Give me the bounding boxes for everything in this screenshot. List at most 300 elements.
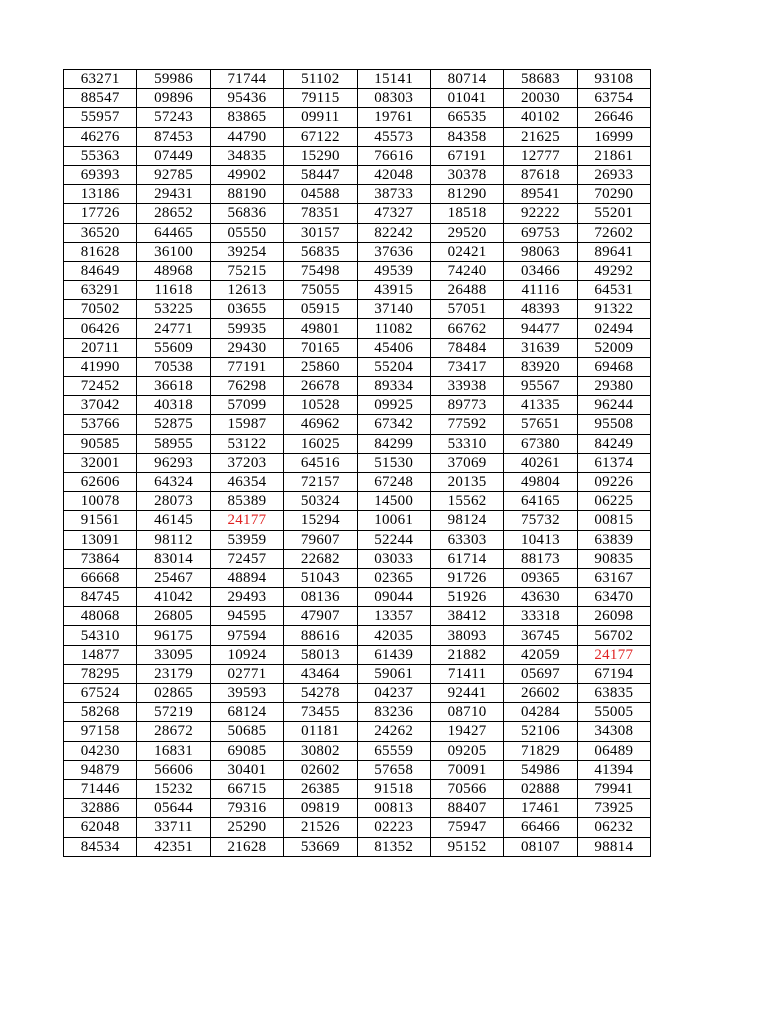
number-cell: 09044 <box>357 588 430 607</box>
table-row <box>64 300 651 319</box>
number-cell: 28073 <box>137 492 210 511</box>
number-cell: 17726 <box>64 204 137 223</box>
number-cell: 52009 <box>577 338 650 357</box>
number-cell: 94879 <box>64 760 137 779</box>
number-cell: 36520 <box>64 223 137 242</box>
number-cell: 30401 <box>210 760 283 779</box>
number-cell: 62048 <box>64 818 137 837</box>
number-cell: 49292 <box>577 261 650 280</box>
number-cell: 36618 <box>137 377 210 396</box>
number-cell: 84745 <box>64 588 137 607</box>
number-cell: 02223 <box>357 818 430 837</box>
number-cell: 69393 <box>64 165 137 184</box>
table-row <box>64 434 651 453</box>
number-cell: 23179 <box>137 664 210 683</box>
number-cell: 89541 <box>504 185 577 204</box>
number-cell: 91561 <box>64 511 137 530</box>
number-cell: 52875 <box>137 415 210 434</box>
number-cell: 49801 <box>284 319 357 338</box>
number-cell: 72157 <box>284 472 357 491</box>
number-cell: 24771 <box>137 319 210 338</box>
number-cell: 96175 <box>137 626 210 645</box>
table-row <box>64 664 651 683</box>
number-cell: 09365 <box>504 568 577 587</box>
number-cell: 37069 <box>430 453 503 472</box>
number-cell: 79607 <box>284 530 357 549</box>
number-cell: 53225 <box>137 300 210 319</box>
number-cell: 26098 <box>577 607 650 626</box>
number-cell: 65559 <box>357 741 430 760</box>
number-cell: 42351 <box>137 837 210 856</box>
table-row <box>64 837 651 856</box>
number-cell: 48393 <box>504 300 577 319</box>
table-row <box>64 338 651 357</box>
number-cell: 02365 <box>357 568 430 587</box>
number-cell: 51926 <box>430 588 503 607</box>
number-cell: 29430 <box>210 338 283 357</box>
number-cell: 52106 <box>504 722 577 741</box>
number-cell: 26805 <box>137 607 210 626</box>
number-cell: 04230 <box>64 741 137 760</box>
number-cell: 88190 <box>210 185 283 204</box>
number-cell: 55005 <box>577 703 650 722</box>
number-cell: 21625 <box>504 127 577 146</box>
number-cell: 85389 <box>210 492 283 511</box>
number-cell: 91726 <box>430 568 503 587</box>
number-cell: 76616 <box>357 146 430 165</box>
number-cell: 78484 <box>430 338 503 357</box>
number-cell: 50685 <box>210 722 283 741</box>
number-cell: 02494 <box>577 319 650 338</box>
number-cell: 31639 <box>504 338 577 357</box>
number-cell: 43915 <box>357 281 430 300</box>
table-row <box>64 741 651 760</box>
table-row <box>64 127 651 146</box>
number-cell: 61714 <box>430 549 503 568</box>
number-cell: 66668 <box>64 568 137 587</box>
number-cell: 47327 <box>357 204 430 223</box>
number-cell: 69753 <box>504 223 577 242</box>
table-row <box>64 261 651 280</box>
number-cell: 84249 <box>577 434 650 453</box>
number-cell: 19761 <box>357 108 430 127</box>
number-cell: 08136 <box>284 588 357 607</box>
number-cell: 73864 <box>64 549 137 568</box>
number-cell: 48894 <box>210 568 283 587</box>
number-cell: 20030 <box>504 89 577 108</box>
number-cell: 97158 <box>64 722 137 741</box>
table-row <box>64 146 651 165</box>
number-cell: 34308 <box>577 722 650 741</box>
number-cell: 75055 <box>284 281 357 300</box>
number-cell: 84649 <box>64 261 137 280</box>
number-cell: 54278 <box>284 684 357 703</box>
number-cell: 36745 <box>504 626 577 645</box>
number-cell: 79115 <box>284 89 357 108</box>
number-cell: 26678 <box>284 377 357 396</box>
number-cell: 57051 <box>430 300 503 319</box>
table-row <box>64 472 651 491</box>
number-cell: 74240 <box>430 261 503 280</box>
number-cell: 92441 <box>430 684 503 703</box>
number-cell: 28672 <box>137 722 210 741</box>
number-cell: 58268 <box>64 703 137 722</box>
number-cell: 70538 <box>137 357 210 376</box>
number-cell: 05644 <box>137 799 210 818</box>
number-cell: 16999 <box>577 127 650 146</box>
number-cell: 59935 <box>210 319 283 338</box>
number-cell: 75732 <box>504 511 577 530</box>
table-row <box>64 223 651 242</box>
number-cell: 15562 <box>430 492 503 511</box>
number-cell: 39593 <box>210 684 283 703</box>
number-cell: 05550 <box>210 223 283 242</box>
number-cell: 12777 <box>504 146 577 165</box>
number-cell: 33938 <box>430 377 503 396</box>
number-cell: 01181 <box>284 722 357 741</box>
number-cell: 17461 <box>504 799 577 818</box>
number-cell: 95152 <box>430 837 503 856</box>
table-row <box>64 396 651 415</box>
number-cell: 56836 <box>210 204 283 223</box>
number-cell: 78351 <box>284 204 357 223</box>
table-row <box>64 242 651 261</box>
number-cell: 21526 <box>284 818 357 837</box>
number-cell: 45573 <box>357 127 430 146</box>
number-cell: 94595 <box>210 607 283 626</box>
number-cell: 26933 <box>577 165 650 184</box>
table-row <box>64 530 651 549</box>
number-cell: 92785 <box>137 165 210 184</box>
number-cell: 41990 <box>64 357 137 376</box>
number-cell: 58447 <box>284 165 357 184</box>
number-cell: 64165 <box>504 492 577 511</box>
table-row <box>64 281 651 300</box>
number-cell: 55609 <box>137 338 210 357</box>
number-cell: 25860 <box>284 357 357 376</box>
table-row <box>64 568 651 587</box>
table-row <box>64 684 651 703</box>
number-cell: 81290 <box>430 185 503 204</box>
number-cell: 02865 <box>137 684 210 703</box>
number-cell: 08710 <box>430 703 503 722</box>
number-cell: 58013 <box>284 645 357 664</box>
number-cell: 20711 <box>64 338 137 357</box>
number-cell: 06225 <box>577 492 650 511</box>
number-cell: 33711 <box>137 818 210 837</box>
number-cell: 55957 <box>64 108 137 127</box>
table-row <box>64 453 651 472</box>
number-cell: 40318 <box>137 396 210 415</box>
number-cell: 02888 <box>504 779 577 798</box>
number-cell: 29520 <box>430 223 503 242</box>
number-cell: 00813 <box>357 799 430 818</box>
number-cell: 88616 <box>284 626 357 645</box>
table-row <box>64 779 651 798</box>
number-cell: 30802 <box>284 741 357 760</box>
number-cell: 29493 <box>210 588 283 607</box>
number-cell: 13091 <box>64 530 137 549</box>
number-cell: 46145 <box>137 511 210 530</box>
number-cell: 70502 <box>64 300 137 319</box>
number-cell: 11082 <box>357 319 430 338</box>
number-cell: 57651 <box>504 415 577 434</box>
table-row <box>64 588 651 607</box>
number-cell: 98063 <box>504 242 577 261</box>
number-cell: 53959 <box>210 530 283 549</box>
table-row <box>64 204 651 223</box>
number-cell: 59061 <box>357 664 430 683</box>
table-row <box>64 511 651 530</box>
table-row <box>64 357 651 376</box>
number-cell: 41116 <box>504 281 577 300</box>
number-cell: 21861 <box>577 146 650 165</box>
number-cell: 63303 <box>430 530 503 549</box>
number-cell: 55201 <box>577 204 650 223</box>
number-cell: 66466 <box>504 818 577 837</box>
random-number-table-body <box>64 70 651 857</box>
number-cell: 55363 <box>64 146 137 165</box>
number-cell: 37042 <box>64 396 137 415</box>
number-cell: 54986 <box>504 760 577 779</box>
number-cell: 52244 <box>357 530 430 549</box>
number-cell: 38733 <box>357 185 430 204</box>
number-cell: 40102 <box>504 108 577 127</box>
number-cell: 77592 <box>430 415 503 434</box>
number-cell: 64531 <box>577 281 650 300</box>
number-cell: 40261 <box>504 453 577 472</box>
table-row <box>64 760 651 779</box>
number-cell: 06489 <box>577 741 650 760</box>
number-cell: 58955 <box>137 434 210 453</box>
number-cell: 90585 <box>64 434 137 453</box>
number-cell: 16025 <box>284 434 357 453</box>
number-cell: 07449 <box>137 146 210 165</box>
number-cell: 73417 <box>430 357 503 376</box>
number-cell: 22682 <box>284 549 357 568</box>
number-cell: 98124 <box>430 511 503 530</box>
number-cell: 92222 <box>504 204 577 223</box>
number-cell: 83014 <box>137 549 210 568</box>
number-cell: 63470 <box>577 588 650 607</box>
number-cell: 10413 <box>504 530 577 549</box>
number-cell: 36100 <box>137 242 210 261</box>
number-cell: 42048 <box>357 165 430 184</box>
number-cell: 06426 <box>64 319 137 338</box>
number-cell: 59986 <box>137 70 210 89</box>
number-cell: 90835 <box>577 549 650 568</box>
number-cell: 62606 <box>64 472 137 491</box>
number-cell: 26602 <box>504 684 577 703</box>
number-cell: 03466 <box>504 261 577 280</box>
number-cell: 19427 <box>430 722 503 741</box>
table-row <box>64 549 651 568</box>
number-cell: 95436 <box>210 89 283 108</box>
number-cell: 64465 <box>137 223 210 242</box>
number-cell: 95508 <box>577 415 650 434</box>
number-cell: 84299 <box>357 434 430 453</box>
number-cell: 73455 <box>284 703 357 722</box>
number-cell: 09819 <box>284 799 357 818</box>
table-row <box>64 415 651 434</box>
number-cell: 71411 <box>430 664 503 683</box>
number-cell: 34835 <box>210 146 283 165</box>
number-cell: 09205 <box>430 741 503 760</box>
number-cell: 95567 <box>504 377 577 396</box>
number-cell: 51043 <box>284 568 357 587</box>
number-cell: 98814 <box>577 837 650 856</box>
number-cell: 53310 <box>430 434 503 453</box>
table-row <box>64 818 651 837</box>
number-cell: 09226 <box>577 472 650 491</box>
number-cell: 06232 <box>577 818 650 837</box>
number-cell: 30378 <box>430 165 503 184</box>
number-cell: 57219 <box>137 703 210 722</box>
table-row <box>64 645 651 664</box>
number-cell: 44790 <box>210 127 283 146</box>
number-cell: 57243 <box>137 108 210 127</box>
number-cell: 16831 <box>137 741 210 760</box>
number-cell: 70165 <box>284 338 357 357</box>
number-cell: 83236 <box>357 703 430 722</box>
number-cell: 84534 <box>64 837 137 856</box>
number-cell: 13357 <box>357 607 430 626</box>
number-cell: 88407 <box>430 799 503 818</box>
number-cell: 94477 <box>504 319 577 338</box>
number-cell: 29380 <box>577 377 650 396</box>
number-cell: 46276 <box>64 127 137 146</box>
number-cell: 30157 <box>284 223 357 242</box>
number-cell: 45406 <box>357 338 430 357</box>
number-cell: 03655 <box>210 300 283 319</box>
number-cell: 64516 <box>284 453 357 472</box>
number-cell: 53766 <box>64 415 137 434</box>
highlighted-number-cell: 24177 <box>577 645 650 664</box>
number-cell: 10924 <box>210 645 283 664</box>
number-cell: 41394 <box>577 760 650 779</box>
number-cell: 20135 <box>430 472 503 491</box>
number-cell: 02771 <box>210 664 283 683</box>
number-cell: 32001 <box>64 453 137 472</box>
number-cell: 67380 <box>504 434 577 453</box>
number-cell: 81628 <box>64 242 137 261</box>
number-cell: 91518 <box>357 779 430 798</box>
number-cell: 71744 <box>210 70 283 89</box>
number-cell: 04588 <box>284 185 357 204</box>
number-cell: 46354 <box>210 472 283 491</box>
number-cell: 46962 <box>284 415 357 434</box>
number-cell: 66535 <box>430 108 503 127</box>
number-cell: 53122 <box>210 434 283 453</box>
number-cell: 78295 <box>64 664 137 683</box>
number-cell: 61439 <box>357 645 430 664</box>
number-cell: 49539 <box>357 261 430 280</box>
number-cell: 75947 <box>430 818 503 837</box>
number-cell: 25290 <box>210 818 283 837</box>
number-cell: 41042 <box>137 588 210 607</box>
number-cell: 03033 <box>357 549 430 568</box>
number-cell: 61374 <box>577 453 650 472</box>
number-cell: 33095 <box>137 645 210 664</box>
number-cell: 83920 <box>504 357 577 376</box>
number-cell: 97594 <box>210 626 283 645</box>
number-cell: 26385 <box>284 779 357 798</box>
number-cell: 25467 <box>137 568 210 587</box>
number-cell: 13186 <box>64 185 137 204</box>
number-cell: 69468 <box>577 357 650 376</box>
number-cell: 66762 <box>430 319 503 338</box>
number-cell: 64324 <box>137 472 210 491</box>
number-cell: 10061 <box>357 511 430 530</box>
number-cell: 32886 <box>64 799 137 818</box>
number-cell: 39254 <box>210 242 283 261</box>
number-cell: 56702 <box>577 626 650 645</box>
number-cell: 18518 <box>430 204 503 223</box>
number-cell: 57658 <box>357 760 430 779</box>
number-cell: 26488 <box>430 281 503 300</box>
number-cell: 12613 <box>210 281 283 300</box>
table-row <box>64 799 651 818</box>
number-cell: 37140 <box>357 300 430 319</box>
number-cell: 55204 <box>357 357 430 376</box>
number-cell: 56606 <box>137 760 210 779</box>
number-cell: 49902 <box>210 165 283 184</box>
number-cell: 01041 <box>430 89 503 108</box>
table-row <box>64 185 651 204</box>
number-cell: 00815 <box>577 511 650 530</box>
number-cell: 75498 <box>284 261 357 280</box>
number-cell: 08107 <box>504 837 577 856</box>
number-cell: 87453 <box>137 127 210 146</box>
number-cell: 38412 <box>430 607 503 626</box>
number-cell: 73925 <box>577 799 650 818</box>
number-cell: 89773 <box>430 396 503 415</box>
number-cell: 15294 <box>284 511 357 530</box>
number-cell: 71446 <box>64 779 137 798</box>
number-cell: 41335 <box>504 396 577 415</box>
number-cell: 66715 <box>210 779 283 798</box>
number-cell: 76298 <box>210 377 283 396</box>
number-cell: 42035 <box>357 626 430 645</box>
number-cell: 87618 <box>504 165 577 184</box>
number-cell: 69085 <box>210 741 283 760</box>
number-cell: 09911 <box>284 108 357 127</box>
number-cell: 02602 <box>284 760 357 779</box>
number-cell: 51530 <box>357 453 430 472</box>
number-cell: 75215 <box>210 261 283 280</box>
number-cell: 56835 <box>284 242 357 261</box>
number-cell: 96293 <box>137 453 210 472</box>
number-cell: 72457 <box>210 549 283 568</box>
number-cell: 24262 <box>357 722 430 741</box>
number-cell: 26646 <box>577 108 650 127</box>
number-cell: 93108 <box>577 70 650 89</box>
number-cell: 53669 <box>284 837 357 856</box>
number-cell: 14877 <box>64 645 137 664</box>
table-row <box>64 703 651 722</box>
number-cell: 67191 <box>430 146 503 165</box>
table-row <box>64 70 651 89</box>
table-row <box>64 492 651 511</box>
number-cell: 79941 <box>577 779 650 798</box>
number-cell: 05915 <box>284 300 357 319</box>
number-cell: 15141 <box>357 70 430 89</box>
number-cell: 89334 <box>357 377 430 396</box>
number-cell: 09925 <box>357 396 430 415</box>
table-row <box>64 607 651 626</box>
number-cell: 79316 <box>210 799 283 818</box>
number-cell: 48968 <box>137 261 210 280</box>
